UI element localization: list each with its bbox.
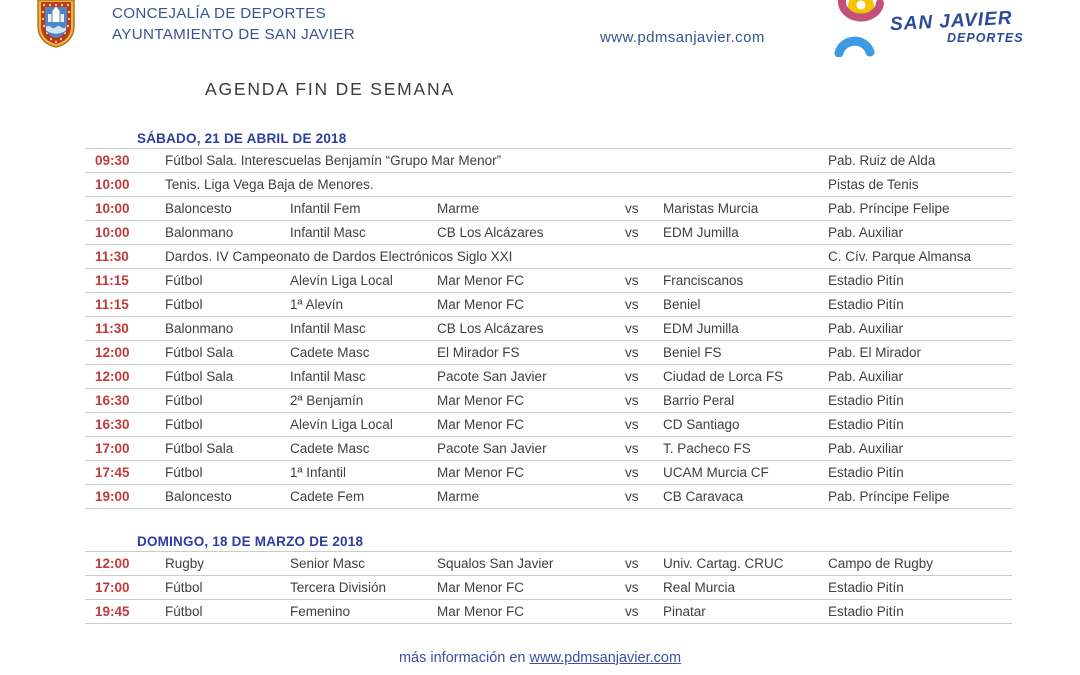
cell-category: Alevín Liga Local xyxy=(290,273,393,288)
cell-vs: vs xyxy=(625,273,639,288)
cell-venue: Pab. Auxiliar xyxy=(828,321,904,336)
cell-time: 10:00 xyxy=(95,201,130,216)
cell-sport: Fútbol xyxy=(165,393,203,408)
cell-time: 11:30 xyxy=(95,249,129,264)
cell-home: Mar Menor FC xyxy=(437,604,525,619)
organization-header xyxy=(112,3,355,45)
cell-category: Infantil Masc xyxy=(290,321,366,336)
cell-away: Franciscanos xyxy=(663,273,744,288)
cell-venue: Estadio Pitín xyxy=(828,580,904,595)
cell-away: CB Caravaca xyxy=(663,489,744,504)
cell-away: T. Pacheco FS xyxy=(663,441,751,456)
cell-venue: Pab. Auxiliar xyxy=(828,441,904,456)
cell-venue: Estadio Pitín xyxy=(828,417,904,432)
event-row xyxy=(85,244,1012,268)
cell-sport: Baloncesto xyxy=(165,489,232,504)
cell-home: CB Los Alcázares xyxy=(437,321,544,336)
cell-category: Cadete Fem xyxy=(290,489,365,504)
cell-time: 12:00 xyxy=(95,556,130,571)
saturday-section xyxy=(85,126,1012,509)
cell-category: Infantil Fem xyxy=(290,201,361,216)
cell-vs: vs xyxy=(625,393,639,408)
cell-away: Ciudad de Lorca FS xyxy=(663,369,784,384)
cell-category: Cadete Masc xyxy=(290,345,370,360)
cell-away: Maristas Murcia xyxy=(663,201,759,216)
event-row xyxy=(85,484,1012,508)
footer-website-link[interactable]: www.pdmsanjavier.com xyxy=(529,650,682,666)
cell-sport: Baloncesto xyxy=(165,201,232,216)
events-table xyxy=(85,551,1012,624)
section-heading: DOMINGO, 18 DE MARZO DE 2018 xyxy=(137,534,364,549)
event-row xyxy=(85,340,1012,364)
cell-category: Femenino xyxy=(290,604,351,619)
cell-sport: Fútbol xyxy=(165,417,203,432)
cell-vs: vs xyxy=(625,297,639,312)
event-row xyxy=(85,436,1012,460)
cell-category: Tercera División xyxy=(290,580,387,595)
cell-away: Univ. Cartag. CRUC xyxy=(663,556,784,571)
logo-wordmark: SAN JAVIER xyxy=(889,7,1014,36)
cell-category: Cadete Masc xyxy=(290,441,370,456)
cell-time: 11:15 xyxy=(95,297,129,312)
cell-venue: Pab. Príncipe Felipe xyxy=(828,201,950,216)
cell-away: Pinatar xyxy=(663,604,706,619)
cell-venue: Pab. Auxiliar xyxy=(828,225,904,240)
cell-home: Mar Menor FC xyxy=(437,580,525,595)
cell-vs: vs xyxy=(625,417,639,432)
cell-event: Tenis. Liga Vega Baja de Menores. xyxy=(165,177,374,192)
event-row xyxy=(85,196,1012,220)
cell-vs: vs xyxy=(625,580,639,595)
cell-time: 19:45 xyxy=(95,604,130,619)
event-row xyxy=(85,220,1012,244)
cell-category: Alevín Liga Local xyxy=(290,417,393,432)
cell-venue: Estadio Pitín xyxy=(828,465,904,480)
footer-text: más información en xyxy=(398,650,526,666)
cell-vs: vs xyxy=(625,201,639,216)
cell-away: EDM Jumilla xyxy=(663,225,739,240)
event-row xyxy=(85,316,1012,340)
footer xyxy=(0,650,1080,666)
event-row xyxy=(85,364,1012,388)
cell-sport: Rugby xyxy=(165,556,205,571)
cell-category: Infantil Masc xyxy=(290,225,366,240)
cell-home: Mar Menor FC xyxy=(437,465,525,480)
cell-sport: Balonmano xyxy=(165,225,234,240)
cell-home: Marme xyxy=(437,201,480,216)
cell-time: 17:00 xyxy=(95,441,130,456)
cell-venue: Pab. Príncipe Felipe xyxy=(828,489,950,504)
event-row xyxy=(85,551,1012,575)
cell-category: Senior Masc xyxy=(290,556,366,571)
event-row xyxy=(85,460,1012,484)
cell-time: 17:00 xyxy=(95,580,130,595)
cell-category: Infantil Masc xyxy=(290,369,366,384)
sunday-section xyxy=(85,529,1012,624)
cell-sport: Fútbol xyxy=(165,604,203,619)
cell-home: Mar Menor FC xyxy=(437,393,525,408)
cell-home: Pacote San Javier xyxy=(437,441,547,456)
cell-home: Mar Menor FC xyxy=(437,297,525,312)
cell-time: 09:30 xyxy=(95,153,130,168)
cell-home: El Mirador FS xyxy=(437,345,520,360)
event-row xyxy=(85,388,1012,412)
cell-sport: Fútbol Sala xyxy=(165,369,234,384)
event-row xyxy=(85,268,1012,292)
cell-venue: Estadio Pitín xyxy=(828,604,904,619)
cell-venue: Pab. Ruiz de Alda xyxy=(828,153,936,168)
cell-time: 10:00 xyxy=(95,225,130,240)
cell-sport: Fútbol xyxy=(165,580,203,595)
cell-vs: vs xyxy=(625,465,639,480)
event-row xyxy=(85,172,1012,196)
cell-sport: Fútbol xyxy=(165,465,203,480)
cell-time: 16:30 xyxy=(95,417,130,432)
event-row xyxy=(85,599,1012,623)
cell-venue: Estadio Pitín xyxy=(828,297,904,312)
cell-sport: Fútbol Sala xyxy=(165,441,234,456)
cell-away: EDM Jumilla xyxy=(663,321,739,336)
events-table xyxy=(85,148,1012,509)
cell-vs: vs xyxy=(625,369,639,384)
cell-home: Pacote San Javier xyxy=(437,369,547,384)
cell-event: Dardos. IV Campeonato de Dardos Electrónicos Siglo XXI xyxy=(165,249,513,264)
cell-event: Fútbol Sala. Interescuelas Benjamín “Grupo Mar Menor” xyxy=(165,153,502,168)
cell-sport: Fútbol xyxy=(165,297,203,312)
cell-venue: Estadio Pitín xyxy=(828,393,904,408)
cell-vs: vs xyxy=(625,345,639,360)
org-line-2: AYUNTAMIENTO DE SAN JAVIER xyxy=(112,26,355,43)
cell-vs: vs xyxy=(625,441,639,456)
cell-venue: C. Cív. Parque Almansa xyxy=(828,249,972,264)
cell-category: 1ª Alevín xyxy=(290,297,344,312)
cell-vs: vs xyxy=(625,556,639,571)
cell-time: 16:30 xyxy=(95,393,130,408)
event-row xyxy=(85,575,1012,599)
header-website-link[interactable]: www.pdmsanjavier.com xyxy=(600,29,765,46)
cell-home: CB Los Alcázares xyxy=(437,225,544,240)
event-row xyxy=(85,148,1012,172)
cell-sport: Balonmano xyxy=(165,321,234,336)
cell-away: Real Murcia xyxy=(663,580,736,595)
cell-home: Mar Menor FC xyxy=(437,273,525,288)
cell-time: 12:00 xyxy=(95,369,130,384)
cell-away: UCAM Murcia CF xyxy=(663,465,769,480)
cell-away: CD Santiago xyxy=(663,417,740,432)
cell-vs: vs xyxy=(625,321,639,336)
cell-time: 11:15 xyxy=(95,273,129,288)
cell-time: 12:00 xyxy=(95,345,130,360)
event-row xyxy=(85,292,1012,316)
cell-category: 1ª Infantil xyxy=(290,465,347,480)
cell-category: 2ª Benjamín xyxy=(290,393,364,408)
org-line-1: CONCEJALÍA DE DEPORTES xyxy=(112,5,326,22)
cell-vs: vs xyxy=(625,489,639,504)
cell-sport: Fútbol Sala xyxy=(165,345,234,360)
cell-venue: Estadio Pitín xyxy=(828,273,904,288)
cell-vs: vs xyxy=(625,225,639,240)
cell-sport: Fútbol xyxy=(165,273,203,288)
cell-away: Barrio Peral xyxy=(663,393,735,408)
cell-away: Beniel xyxy=(663,297,701,312)
cell-time: 17:45 xyxy=(95,465,130,480)
town-crest-icon xyxy=(35,0,77,53)
section-heading: SÁBADO, 21 DE ABRIL DE 2018 xyxy=(137,131,347,146)
cell-vs: vs xyxy=(625,604,639,619)
page-title: AGENDA FIN DE SEMANA xyxy=(205,79,455,99)
cell-time: 19:00 xyxy=(95,489,130,504)
san-javier-deportes-icon xyxy=(828,0,890,62)
cell-venue: Pistas de Tenis xyxy=(828,177,919,192)
cell-home: Squalos San Javier xyxy=(437,556,554,571)
cell-home: Mar Menor FC xyxy=(437,417,525,432)
cell-venue: Campo de Rugby xyxy=(828,556,934,571)
cell-time: 11:30 xyxy=(95,321,129,336)
logo-wordmark-sub: DEPORTES xyxy=(947,31,1024,45)
event-row xyxy=(85,412,1012,436)
cell-home: Marme xyxy=(437,489,480,504)
cell-away: Beniel FS xyxy=(663,345,722,360)
cell-venue: Pab. El Mirador xyxy=(828,345,922,360)
cell-venue: Pab. Auxiliar xyxy=(828,369,904,384)
cell-time: 10:00 xyxy=(95,177,130,192)
